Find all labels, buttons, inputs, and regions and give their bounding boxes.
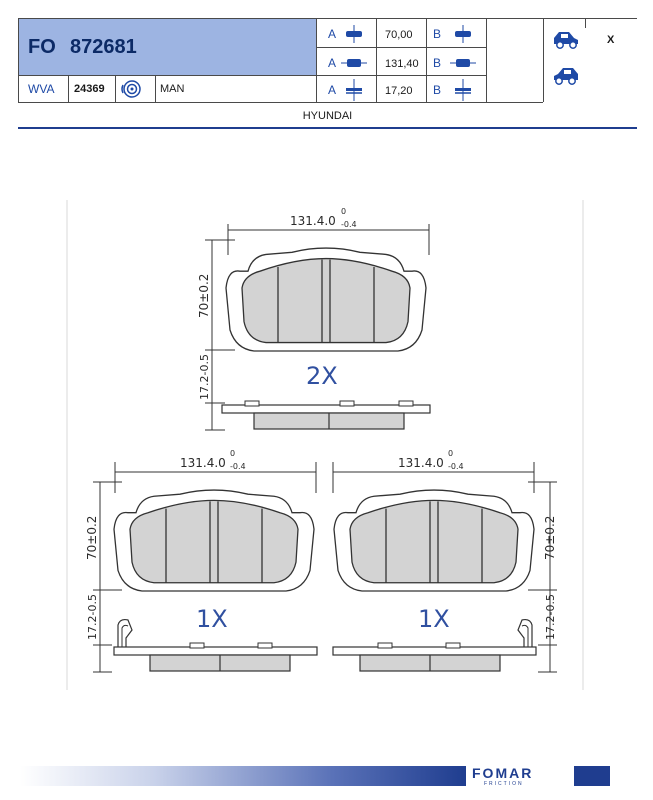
position-mark: X: [607, 34, 615, 46]
fomar-logo-sub: FRICTION: [484, 781, 524, 787]
dim-value-height: 70,00: [385, 29, 413, 41]
top-pad: [205, 224, 430, 430]
dim-value-width: 131,40: [385, 58, 419, 70]
fomar-logo: FOMAR: [472, 765, 534, 781]
top-thickness-label: 17.2-0.5: [198, 354, 211, 400]
vehicle-maker: HYUNDAI: [302, 110, 353, 122]
right-width-label: 131.4.0: [398, 456, 444, 470]
dim-b-label-height: B: [433, 27, 442, 41]
dim-value-thickness: 17,20: [385, 85, 413, 97]
right-height-label: 70±0.2: [543, 515, 557, 560]
left-height-label: 70±0.2: [85, 515, 99, 560]
brake-system: MAN: [160, 83, 185, 95]
left-thickness-label: 17.2-0.5: [86, 594, 99, 640]
dim-a-label-thickness: A: [328, 83, 337, 97]
left-quantity: 1X: [196, 605, 228, 633]
brand-code: FO: [28, 36, 56, 58]
left-pad: [93, 462, 317, 672]
right-pad: [333, 462, 557, 672]
left-width-label: 131.4.0: [180, 456, 226, 470]
top-quantity: 2X: [306, 362, 338, 390]
dim-a-label-height: A: [328, 27, 337, 41]
wva-number: 24369: [74, 83, 105, 95]
footer-gradient-bar: [20, 766, 466, 786]
left-width-tol-lower: -0.4: [230, 462, 246, 471]
right-thickness-label: 17.2-0.5: [544, 594, 557, 640]
top-width-tol-lower: -0.4: [341, 220, 357, 229]
dim-a-label-width: A: [328, 56, 337, 70]
top-width-label: 131.4.0: [290, 214, 336, 228]
dim-b-label-thickness: B: [433, 83, 442, 97]
top-width-tol-upper: 0: [341, 207, 347, 216]
top-height-label: 70±0.2: [197, 273, 211, 318]
footer-accent-box: [574, 766, 610, 786]
left-width-tol-upper: 0: [230, 449, 236, 458]
dim-b-label-width: B: [433, 56, 442, 70]
part-number: 872681: [70, 36, 137, 58]
right-quantity: 1X: [418, 605, 450, 633]
right-width-tol-upper: 0: [448, 449, 454, 458]
wva-label: WVA: [28, 82, 55, 96]
right-width-tol-lower: -0.4: [448, 462, 464, 471]
